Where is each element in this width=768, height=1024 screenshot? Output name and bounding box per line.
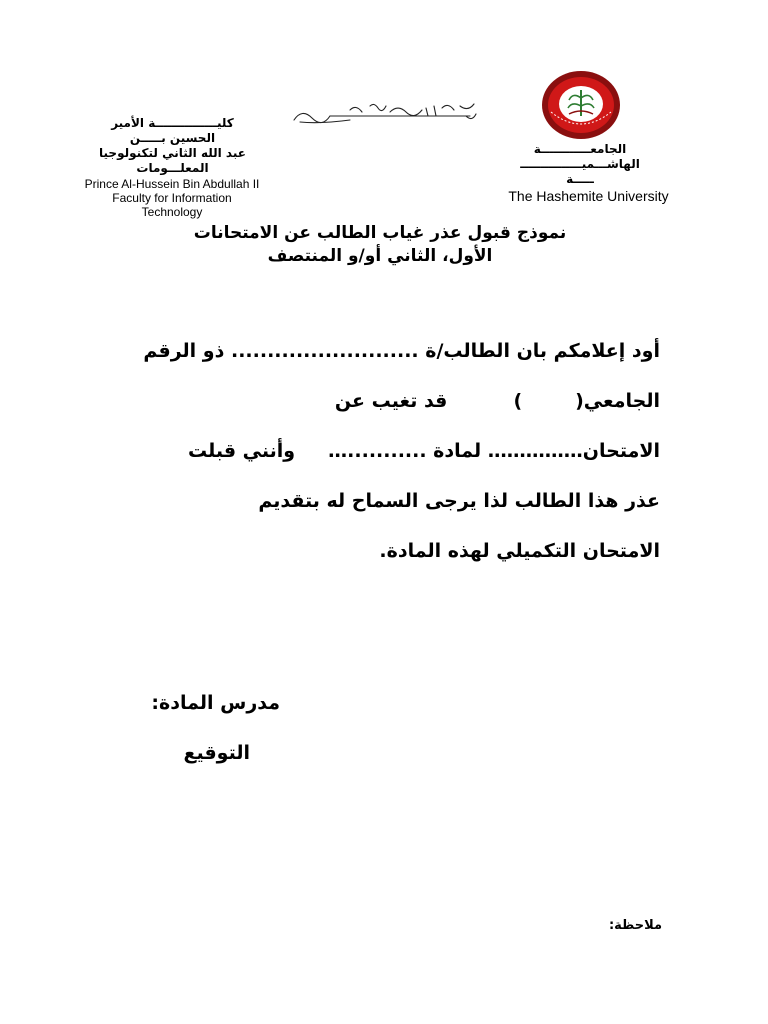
faculty-en-line: Faculty for Information <box>112 191 232 205</box>
faculty-en-line: Prince Al-Hussein Bin Abdullah II <box>84 177 260 191</box>
form-title-line: الأول، الثاني أو/و المنتصف <box>267 246 493 266</box>
university-logo <box>541 70 621 140</box>
form-title <box>130 222 630 268</box>
university-ar-line: الهاشـــميـــــــــــــــ <box>520 157 640 171</box>
faculty-ar-line: كليـــــــــــــــة الأمير <box>111 116 234 130</box>
faculty-ar-line: عبد الله الثاني لتكنولوجيا <box>99 146 246 160</box>
faculty-en-line: Technology <box>141 205 203 219</box>
note-label: ملاحظة: <box>608 918 662 933</box>
university-name-english: The Hashemite University <box>508 188 669 204</box>
faculty-ar-line: الحسين بـــــن <box>129 131 216 145</box>
faculty-ar-line: المعلـــومات <box>136 161 209 175</box>
faculty-name-arabic <box>70 116 275 176</box>
body-line: الامتحان…………… لمادة ...........… وأنني قبلت <box>187 440 660 462</box>
faculty-name-english <box>62 177 282 219</box>
university-ar-line: الجامعــــــــــــة <box>533 142 627 156</box>
body-line: الامتحان التكميلي لهذه المادة. <box>379 540 660 562</box>
university-ar-line: ـــــة <box>566 172 594 186</box>
form-title-line: نموذج قبول عذر غياب الطالب عن الامتحانات <box>193 223 567 243</box>
basmala-calligraphy <box>290 100 480 126</box>
signature-label: التوقيع <box>183 742 250 764</box>
body-line: أود إعلامكم بان الطالب/ة .......................... ذو الرقم <box>143 340 660 362</box>
university-name-arabic <box>490 142 670 187</box>
body-line: الجامعي( ) قد تغيب عن <box>334 390 660 412</box>
body-line: عذر هذا الطالب لذا يرجى السماح له بتقديم <box>258 490 660 512</box>
teacher-label: مدرس المادة: <box>151 692 280 714</box>
